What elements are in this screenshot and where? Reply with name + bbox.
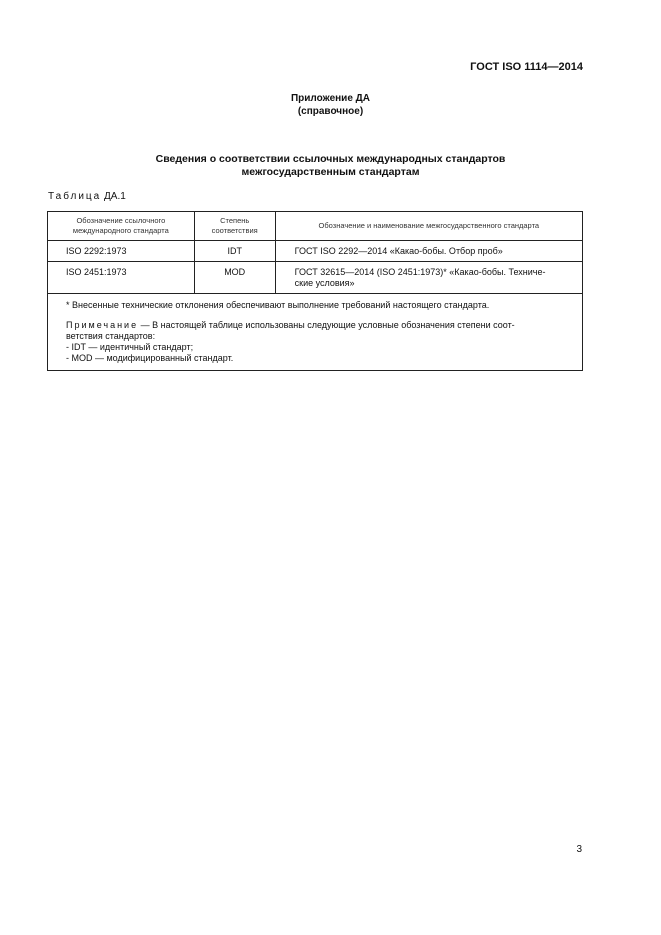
note-items: [66, 342, 572, 364]
header-interstate-standard: [275, 212, 582, 241]
table-caption-number: ДА.1: [104, 191, 126, 202]
table-row: [48, 262, 583, 294]
cell-intl-standard: ISO 2292:1973: [48, 241, 195, 262]
cell-interstate-line1: ГОСТ 32615—2014 (ISO 2451:1973)* «Какао-бобы. Техниче-: [294, 267, 546, 277]
header-intl-standard-line2: международного стандарта: [72, 226, 169, 235]
annex-heading: [0, 92, 661, 118]
annex-status: (справочное): [297, 106, 364, 117]
note-label: Примечание: [66, 320, 139, 330]
cell-degree: MOD: [194, 262, 275, 294]
header-intl-standard: [48, 212, 195, 241]
table-note: [66, 320, 572, 331]
annex-title: Приложение ДА: [290, 93, 371, 104]
header-degree-line2: соответствия: [211, 226, 258, 235]
list-item: - MOD — модифицированный стандарт.: [66, 353, 234, 363]
cell-interstate-line1: ГОСТ ISO 2292—2014 «Какао-бобы. Отбор проб»: [294, 246, 503, 256]
cell-interstate-standard: [275, 241, 582, 262]
table-footer-row: [48, 294, 583, 371]
cell-interstate-standard: [275, 262, 582, 294]
table-header-row: [48, 212, 583, 241]
table-row: [48, 241, 583, 262]
header-intl-standard-line1: Обозначение ссылочного: [76, 216, 166, 225]
page-number: 3: [576, 844, 582, 855]
note-text-line1: — В настоящей таблице использованы следующие условные обозначения степени соот-: [138, 320, 515, 330]
note-text-line2: ветствия стандартов:: [66, 331, 156, 341]
cell-interstate-line2: ские условия»: [294, 278, 355, 288]
correspondence-table: [47, 211, 583, 371]
header-interstate-standard-line1: Обозначение и наименование межгосударственного стандарта: [318, 221, 540, 230]
list-item: - IDT — идентичный стандарт;: [66, 342, 194, 352]
section-title-line2: межгосударственным стандартам: [241, 166, 420, 178]
document-number: ГОСТ ISO 1114—2014: [470, 61, 583, 73]
section-title-line1: Сведения о соответствии ссылочных международных стандартов: [155, 153, 506, 165]
table-footnote: * Внесенные технические отклонения обеспечивают выполнение требований настоящего стандарта.: [66, 300, 490, 310]
section-title: [0, 153, 661, 179]
table-notes: [48, 294, 583, 371]
table-caption-word: Таблица: [48, 191, 102, 202]
header-degree: [194, 212, 275, 241]
table-caption: [48, 191, 126, 202]
header-degree-line1: Степень: [220, 216, 250, 225]
cell-degree: IDT: [194, 241, 275, 262]
cell-intl-standard: ISO 2451:1973: [48, 262, 195, 294]
